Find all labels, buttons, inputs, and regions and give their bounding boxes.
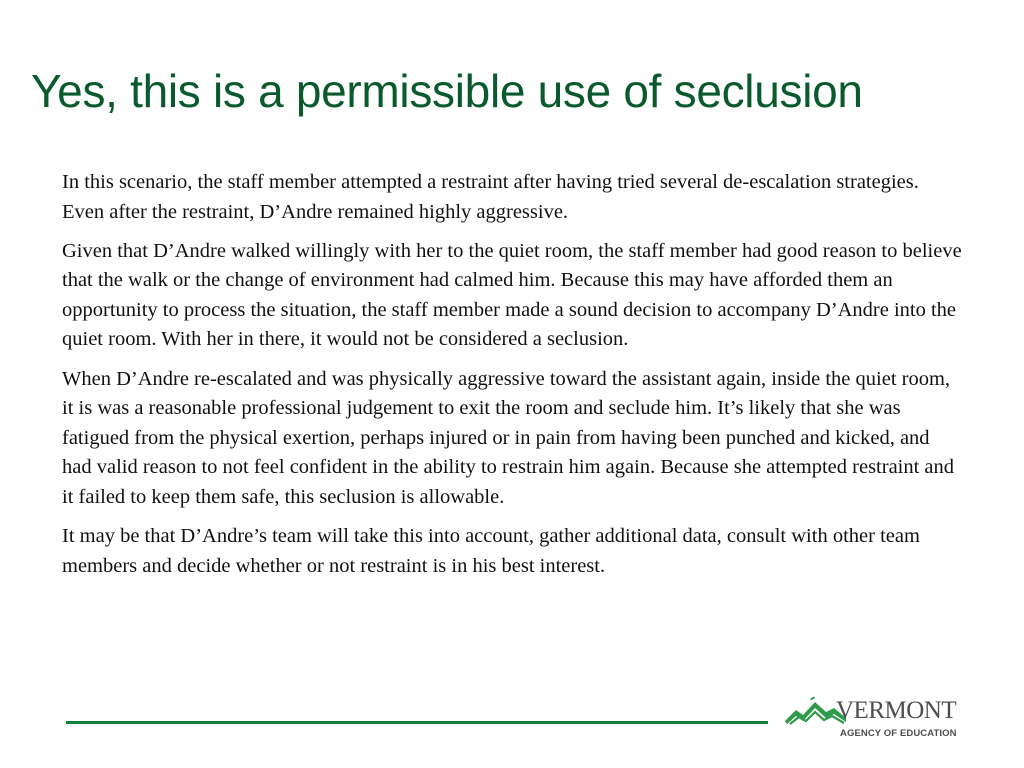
logo-name: VERMONT (836, 697, 957, 724)
footer-divider (66, 721, 768, 724)
body-paragraph-2: Given that D’Andre walked willingly with her to the quiet room, the staff member had good reason to believe that the walk or the change of environment had calmed him. Because this may have afforded them an opportunity to process the situation, the staff member made a sound decision to accompany D’Andre into the quiet room. With her in there, it would not be considered a seclusion. (62, 239, 962, 351)
vermont-agency-logo (784, 694, 966, 742)
slide-body (62, 168, 962, 591)
body-paragraph-4: It may be that D’Andre’s team will take this into account, gather additional data, consult with other team members and decide whether or not restraint is in his best interest. (62, 525, 920, 577)
slide-title: Yes, this is a permissible use of seclusion (31, 65, 863, 117)
body-paragraph-1: In this scenario, the staff member attempted a restraint after having tried several de-escalation strategies. Even after the restraint, D’Andre remained highly aggressive. (62, 171, 919, 223)
logo-subtitle: AGENCY OF EDUCATION (840, 728, 957, 739)
body-paragraph-3: When D’Andre re-escalated and was physically aggressive toward the assistant again, inside the quiet room, it is was a reasonable professional judgement to exit the room and seclude him. It’s likely that she was fatigued from the physical exertion, perhaps injured or in pain from having been punched and kicked, and had valid reason to not feel confident in the ability to restrain him again. Because she attempted restraint and it failed to keep them safe, this seclusion is allowable. (62, 367, 955, 508)
